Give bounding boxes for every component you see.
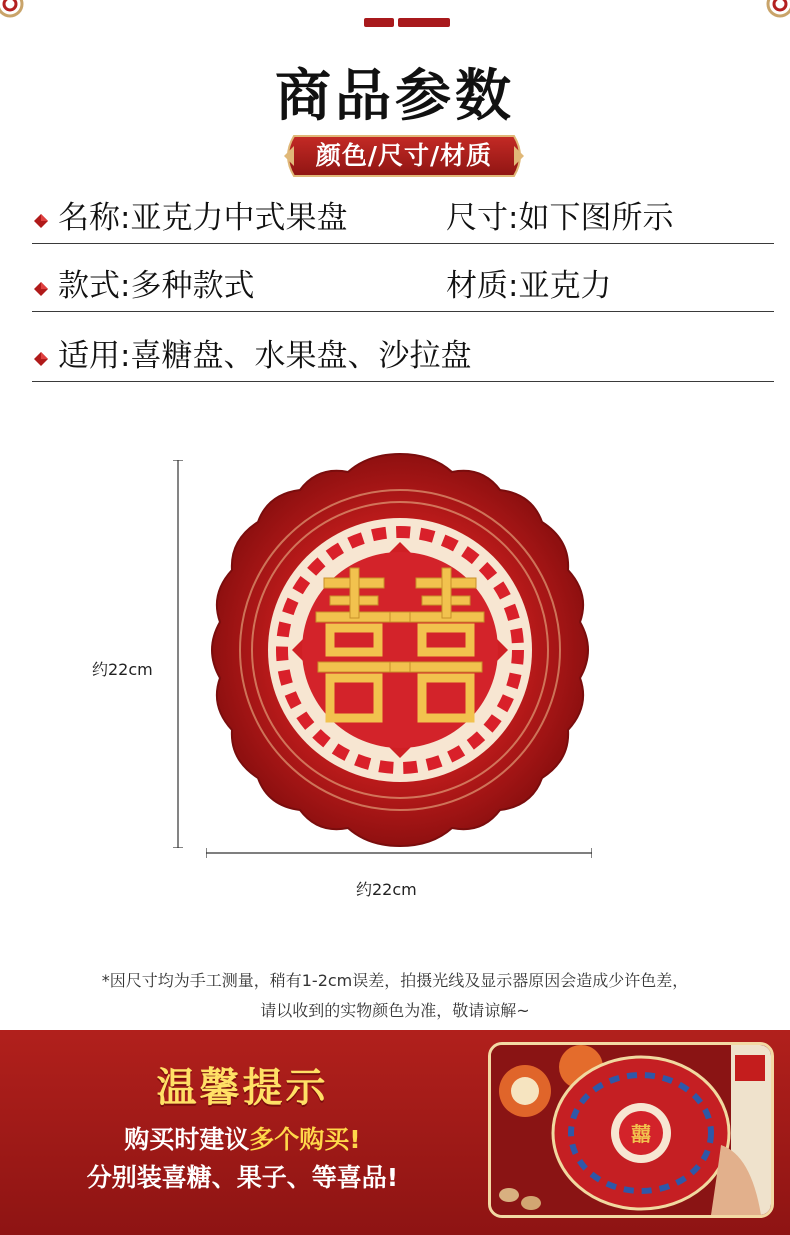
param-style: 款式:多种款式 xyxy=(58,268,255,304)
product-dimension-figure xyxy=(0,450,790,910)
tips-line1-highlight: 多个购买! xyxy=(249,1125,361,1154)
fruit-plate-image xyxy=(200,450,600,850)
measurement-note-line2: 请以收到的实物颜色为准，敬请谅解~ xyxy=(260,1001,530,1020)
diamond-bullet-icon xyxy=(34,352,48,366)
param-row xyxy=(32,266,774,312)
tips-title: 温馨提示 xyxy=(156,1065,329,1111)
svg-text:囍: 囍 xyxy=(631,1122,651,1146)
decorative-bars xyxy=(364,18,450,27)
param-row xyxy=(32,198,774,244)
tips-line1-prefix: 购买时建议 xyxy=(124,1125,250,1154)
corner-ornament-icon xyxy=(760,0,790,22)
page-title: 商品参数 xyxy=(275,64,515,129)
measurement-note-line1: *因尺寸均为手工测量，稍有1-2cm误差，拍摄光线及显示器原因会造成少许色差， xyxy=(101,971,689,990)
param-usage: 适用:喜糖盘、水果盘、沙拉盘 xyxy=(58,338,472,374)
param-material: 材质:亚克力 xyxy=(446,268,612,304)
subtitle-text: 颜色/尺寸/材质 xyxy=(315,141,493,170)
corner-ornament-icon xyxy=(0,0,30,22)
param-size: 尺寸:如下图所示 xyxy=(446,200,674,236)
tips-line2: 分别装喜糖、果子、等喜品! xyxy=(86,1163,399,1192)
param-name: 名称:亚克力中式果盘 xyxy=(58,200,348,236)
product-photo xyxy=(488,1042,774,1218)
width-label: 约22cm xyxy=(356,880,417,899)
diamond-bullet-icon xyxy=(34,282,48,296)
height-label: 约22cm xyxy=(92,660,153,679)
height-dimension-line xyxy=(170,460,186,848)
tips-banner xyxy=(0,1030,790,1235)
param-row xyxy=(32,336,774,382)
diamond-bullet-icon xyxy=(34,214,48,228)
tips-line1 xyxy=(0,1120,485,1156)
subtitle-badge xyxy=(280,134,528,178)
